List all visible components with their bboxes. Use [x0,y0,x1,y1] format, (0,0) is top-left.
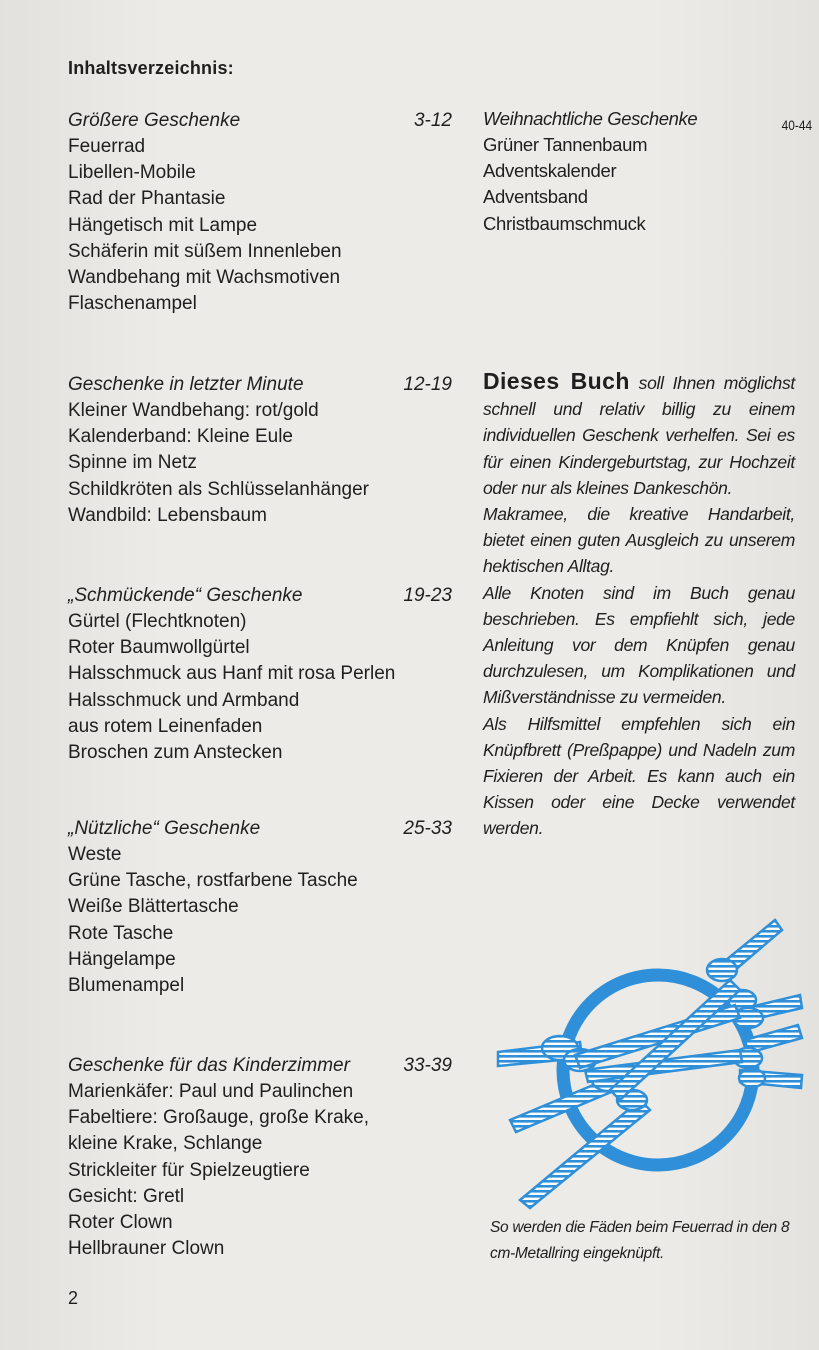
toc-item: Hängelampe [68,948,176,970]
intro-lead: Dieses Buch [483,368,630,394]
toc-item: Flaschenampel [68,293,197,315]
toc-item: Spinne im Netz [68,452,197,474]
section-pages: 25-33 [403,818,452,839]
knotted-ring-illustration [490,910,810,1210]
section-pages: 40-44 [781,117,813,133]
section-pages: 33-39 [403,1055,452,1076]
toc-item: aus rotem Leinenfaden [68,715,263,737]
toc-section-1 [68,108,458,317]
toc-item: Broschen zum Anstecken [68,742,283,764]
section-items [68,134,458,317]
toc-item: Fabeltiere: Großauge, große Krake, [68,1107,369,1129]
section-header [68,108,458,134]
toc-item: Kleiner Wandbehang: rot/gold [68,400,319,421]
section-items [68,398,458,529]
toc-item: Gesicht: Gretl [68,1185,185,1207]
toc-item: Wandbild: Lebensbaum [68,504,267,526]
section-pages: 3-12 [413,110,452,131]
toc-item: Halsschmuck und Armband [68,689,300,711]
toc-item: Grüne Tasche, rostfarbene Tasche [68,870,358,892]
section-title: „Schmückende“ Geschenke [68,585,303,606]
toc-item: Weiße Blättertasche [68,896,239,918]
section-pages: 19-23 [403,585,452,606]
knotted-ring-icon [490,910,810,1210]
section-items [68,1079,458,1262]
toc-section-3 [68,583,458,766]
toc-item: Adventsband [483,186,588,208]
intro-paragraph-2: Makramee, die kreative Handarbeit, bietet einen guten Ausgleich zu unserem hektischen Alltag. [483,504,795,577]
toc-item: Rote Tasche [68,922,174,944]
intro-text [483,368,795,842]
toc-item: Strickleiter für Spielzeugtiere [68,1159,310,1181]
toc-item: Grüner Tannenbaum [483,134,648,155]
figure-caption: So werden die Fäden beim Feuerrad in den 8 cm-Metallring eingeknüpft. [490,1219,790,1262]
toc-item: Adventskalender [483,160,617,182]
section-title: Geschenke für das Kinderzimmer [68,1055,350,1076]
section-items [68,609,458,766]
toc-item: Roter Clown [68,1212,173,1234]
toc-item: Hängetisch mit Lampe [68,214,258,236]
toc-section-christmas [483,106,813,237]
section-title: „Nützliche“ Geschenke [68,818,261,839]
toc-item: Halsschmuck aus Hanf mit rosa Perlen [68,663,396,685]
section-header [483,106,813,133]
toc-section-5 [68,1053,458,1262]
toc-section-2 [68,372,458,529]
intro-paragraph-4: Als Hilfsmittel empfehlen sich ein Knüpfbrett (Preßpappe) und Nadeln zum Fixieren der Arbeit. Es kann auch ein Kissen oder eine Decke verwendet werden. [483,713,795,839]
toc-item: kleine Krake, Schlange [68,1133,263,1155]
intro-paragraph-3: Alle Knoten sind im Buch genau beschrieben. Es empfiehlt sich, jede Anleitung vor dem Knüpfen genau durchzulesen, um Komplikationen und Mißverständnisse zu vermeiden. [483,582,795,708]
toc-item: Kalenderband: Kleine Eule [68,426,294,448]
section-header [68,583,458,609]
toc-item: Marienkäfer: Paul und Paulinchen [68,1081,354,1102]
intro-paragraph-1 [483,368,795,501]
section-title: Geschenke in letzter Minute [68,374,304,395]
section-items [483,132,793,237]
toc-item: Schildkröten als Schlüsselanhänger [68,478,370,500]
section-title: Weihnachtliche Geschenke [483,108,698,129]
toc-item: Roter Baumwollgürtel [68,637,250,659]
page-number: 2 [68,1288,79,1308]
section-items [68,842,458,999]
section-header [68,1053,458,1079]
toc-item: Gürtel (Flechtknoten) [68,611,247,632]
toc-item: Feuerrad [68,136,146,157]
section-header [68,816,458,842]
toc-item: Rad der Phantasie [68,188,226,210]
toc-item: Blumenampel [68,975,185,997]
toc-item: Hellbrauner Clown [68,1238,225,1260]
intro-p1-text: soll Ihnen möglichst schnell und relativ billig zu einem individuellen Geschenk verhelfen. Sei es für einen Kindergeburtstag, zur Hochzeit oder nur als kleines Dankeschön. [483,373,795,498]
section-title: Größere Geschenke [68,110,241,131]
section-pages: 12-19 [403,374,452,395]
section-header [68,372,458,398]
toc-item: Libellen-Mobile [68,162,196,184]
toc-item: Wandbehang mit Wachsmotiven [68,267,341,289]
toc-item: Schäferin mit süßem Innenleben [68,240,342,262]
toc-heading: Inhaltsverzeichnis: [68,58,234,78]
toc-section-4 [68,816,458,999]
toc-item: Christbaumschmuck [483,212,646,234]
toc-item: Weste [68,844,122,865]
